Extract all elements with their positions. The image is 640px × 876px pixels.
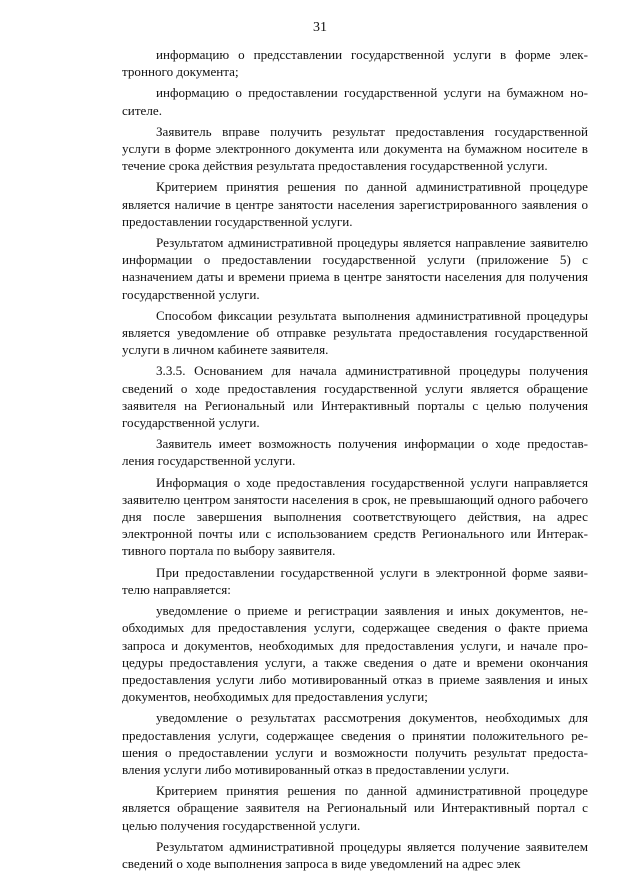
list-item: уведомление о приеме и регистрации заявления и иных документов, необходимых для предоставления услуги, содержащее сведения о факте приема запроса и документов, необходимых для предоставления услуги, и начале процедуры предоставления услуги, а также сведения о дате и времени окончания предоставления услуги либо мотивированный отказ в приеме заявления и иных документов, необходимых для предоставления услуги; (122, 603, 588, 705)
paragraph: 3.3.5. Основанием для начала административной процедуры получения сведений о ходе предоставления государственной услуги является обращение заявителя на Региональный или Интерактивный порталы с целью получения государственной услуги. (122, 363, 588, 431)
page-number: 31 (313, 20, 327, 35)
paragraph: При предоставлении государственной услуги в электронной форме заявителю направляется: (122, 564, 588, 597)
paragraph: информацию о предсставлении государственной услуги в форме электронного документа; (122, 47, 588, 80)
list-item: уведомление о результатах рассмотрения документов, необходимых для предоставления услуги, содержащее сведения о принятии положительного решения о предоставлении услуги и возможности получить результат предоставления услуги либо мотивированный отказ в предоставлении услуги. (122, 710, 588, 777)
paragraph: Заявитель вправе получить результат предоставления государственной услуги в форме электронного документа или документа на бумажном носителе в течение срока действия результата предоставления государственной услуги. (122, 123, 588, 174)
paragraph: Заявитель имеет возможность получения информации о ходе предоставления государственной услуги. (122, 436, 588, 469)
paragraph: Результатом административной процедуры является направление заявителю информации о предоставлении государственной услуги (приложение 5) с назначением даты и времени приема в центре занятости населения для получения государственной услуги. (122, 235, 588, 302)
paragraph: Способом фиксации результата выполнения административной процедуры является уведомление об отправке результата предоставления государственной услуги в личном кабинете заявителя. (122, 307, 588, 358)
paragraph: Результатом административной процедуры является получение заявителем сведений о ходе выполнения запроса в виде уведомлений на адрес элек (122, 838, 588, 871)
document-body (122, 46, 588, 876)
paragraph: Критерием принятия решения по данной административной процедуре является обращение заявителя на Региональный или Интерактивный портал с целью получения государственной услуги. (122, 783, 588, 833)
paragraph: информацию о предоставлении государственной услуги на бумажном носителе. (122, 85, 588, 118)
paragraph: Информация о ходе предоставления государственной услуги направляется заявителю центром занятости населения в срок, не превышающий одного рабочего дня после завершения выполнения соответствующего действия, на адрес электронной почты или с использованием средств Регионального или Интерактивного портала по выбору заявителя. (122, 474, 588, 559)
paragraph: Критерием принятия решения по данной административной процедуре является наличие в центре занятости населения зарегистрированного заявления о предоставлении государственной услуги. (122, 179, 588, 229)
